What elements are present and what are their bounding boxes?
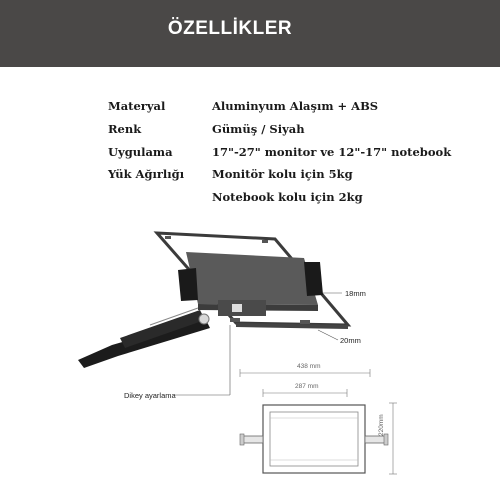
dimension-depth: 220mm bbox=[378, 414, 385, 436]
callout-height-adjust: Dikey ayarlama bbox=[124, 391, 176, 400]
dimension-inner-width: 287 mm bbox=[295, 383, 319, 390]
callout-line-lip bbox=[318, 330, 338, 340]
spec-label-application: Uygulama bbox=[108, 145, 173, 159]
spec-label-material: Materyal bbox=[108, 99, 166, 113]
spec-value-material: Aluminyum Alaşım + ABS bbox=[212, 99, 379, 113]
callout-thickness: 18mm bbox=[345, 289, 366, 298]
arm-graphic bbox=[78, 300, 230, 368]
spec-value-load-monitor: Monitör kolu için 5kg bbox=[212, 167, 353, 181]
callout-lip: 20mm bbox=[340, 336, 361, 345]
spec-label-color: Renk bbox=[108, 122, 142, 136]
spec-value-load-notebook: Notebook kolu için 2kg bbox=[212, 190, 363, 204]
top-view-drawing bbox=[240, 369, 397, 474]
spec-value-color: Gümüş / Siyah bbox=[212, 122, 305, 136]
tray-graphic bbox=[157, 233, 348, 329]
spec-value-application: 17"-27" monitor ve 12"-17" notebook bbox=[212, 145, 452, 159]
spec-label-load: Yük Ağırlığı bbox=[108, 167, 185, 181]
dimension-outer-width: 438 mm bbox=[297, 363, 321, 370]
page-title: ÖZELLİKLER bbox=[167, 18, 293, 39]
